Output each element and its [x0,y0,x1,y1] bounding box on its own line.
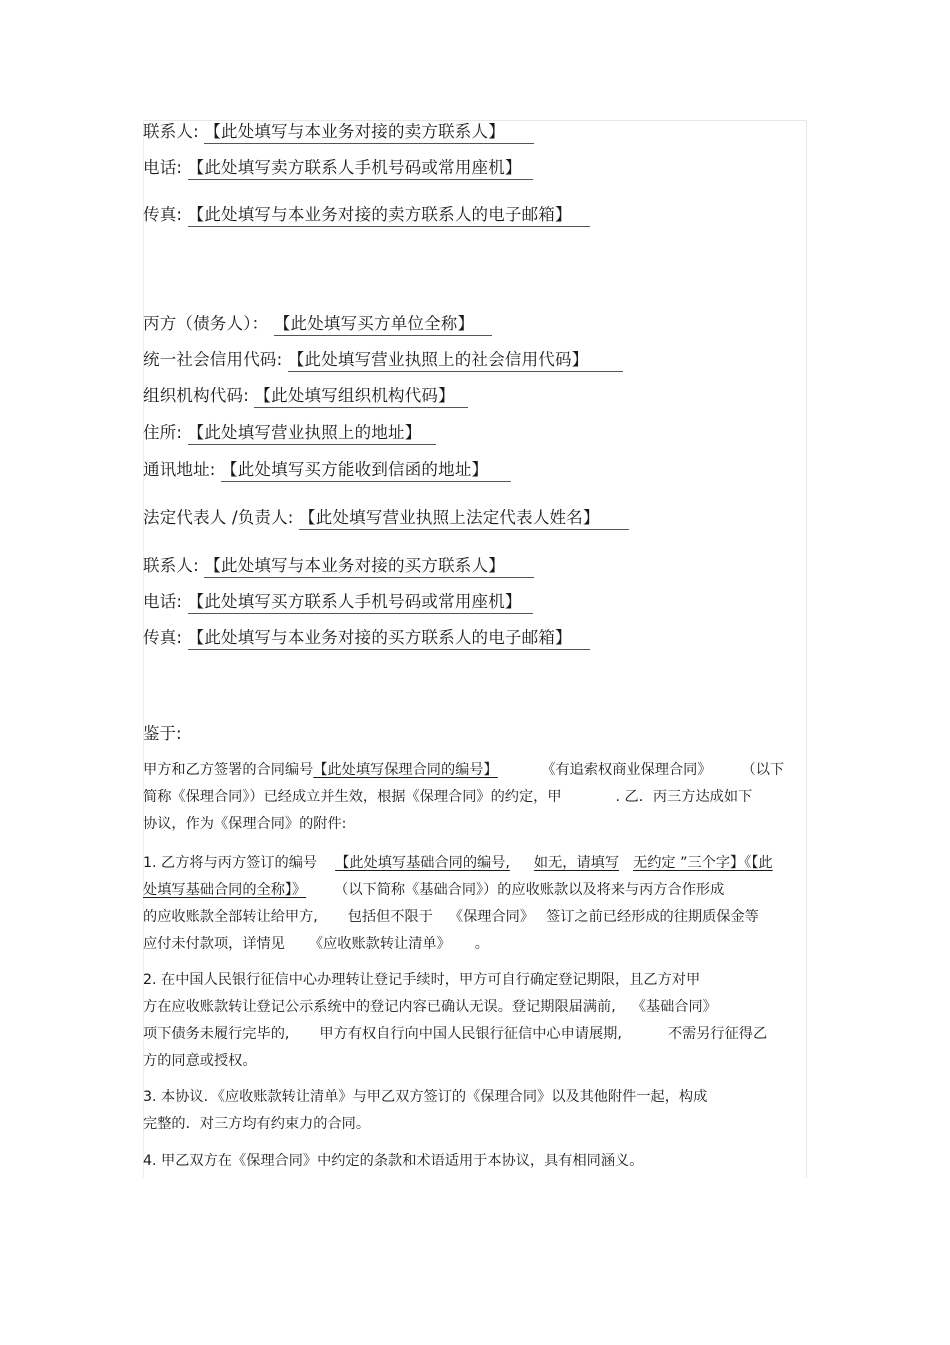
base-contract-number-fill[interactable]: 【此处填写基础合同的编号, [335,855,510,871]
item1-text: 1. 乙方将与丙方签订的编号 [143,855,318,871]
item1-line-4 [143,931,489,958]
item2-text: 《基础合同》 [631,999,717,1015]
buyer-mail-address-fill[interactable]: 【此处填写买方能收到信函的地址】 [221,460,511,482]
buyer-phone-field [143,592,533,614]
buyer-org-code-field [143,386,468,408]
item2-line-1: 2. 在中国人民银行征信中心办理转让登记手续时，甲方可自行确定登记期限，且乙方对甲 [143,972,701,988]
item2-line-2 [143,994,717,1021]
item2-text: 甲方有权自行向中国人民银行征信中心申请展期, [319,1026,622,1042]
buyer-credit-code-field [143,350,623,372]
buyer-phone-fill[interactable]: 【此处填写买方联系人手机号码或常用座机】 [188,592,533,614]
buyer-party-label: 丙方（债务人）： [143,314,269,333]
seller-phone-label: 电话: [143,158,183,177]
seller-fax-label: 传真: [143,205,183,224]
receivables-list-link: 《应收账款转让清单》 [308,936,451,952]
item2-text: 方在应收账款转让登记公示系统中的登记内容已确认无误。登记期限届满前, [143,999,616,1015]
buyer-mail-address-field [143,460,511,482]
item2-text: 项下债务未履行完毕的, [143,1026,290,1042]
item1-text: 包括但不限于 [347,909,433,925]
item1-instruction: 无约定 ”三个字】 [633,855,745,871]
item1-text: 。 [474,936,489,952]
item2-line-4: 方的同意或授权。 [143,1053,257,1069]
buyer-fax-fill[interactable]: 【此处填写与本业务对接的买方联系人的电子邮箱】 [188,628,590,650]
whereas-intro-line-3: 协议，作为《保理合同》的附件: [143,816,347,832]
intro-text: 简称《保理合同》）已经成立并生效，根据《保理合同》的约定，甲 [143,789,562,805]
base-contract-name-fill-cont[interactable]: 处填写基础合同的全称】》 [143,882,307,898]
base-contract-name-fill[interactable]: 《【此 [744,855,773,871]
item2-line-3 [143,1021,767,1048]
buyer-legal-rep-fill[interactable]: 【此处填写营业执照上法定代表人姓名】 [299,508,629,530]
buyer-party-fill[interactable]: 【此处填写买方单位全称】 [274,314,492,336]
buyer-address-field [143,423,436,445]
buyer-org-code-fill[interactable]: 【此处填写组织机构代码】 [254,386,468,408]
buyer-address-fill[interactable]: 【此处填写营业执照上的地址】 [188,423,436,445]
item1-text: 的应收账款全部转让给甲方, [143,909,318,925]
item3-line-1: 3. 本协议．《应收账款转让清单》与甲乙双方签订的《保理合同》以及其他附件一起，构成 [143,1089,708,1105]
whereas-intro-line-2 [143,784,752,811]
item1-text: 应付未付款项，详情见 [143,936,285,952]
buyer-fax-field [143,628,590,650]
item3-line-2: 完整的．对三方均有约束力的合同。 [143,1116,371,1132]
item1-text: 签订之前已经形成的往期质保金等 [546,909,759,925]
seller-phone-field [143,158,533,180]
item1-line-2 [143,877,724,904]
seller-contact-field [143,122,534,144]
seller-fax-fill[interactable]: 【此处填写与本业务对接的卖方联系人的电子邮箱】 [188,205,590,227]
intro-contract-title: 《有追索权商业保理合同》 [541,762,712,778]
buyer-contact-fill[interactable]: 【此处填写与本业务对接的买方联系人】 [204,556,534,578]
buyer-mail-address-label: 通讯地址: [143,460,216,479]
seller-contact-label: 联系人: [143,122,199,141]
buyer-party-field [143,314,492,336]
buyer-address-label: 住所: [143,423,183,442]
intro-text: 甲方和乙方签署的合同编号 [143,762,314,778]
whereas-heading: 鉴于: [143,724,182,743]
item2-text: 不需另行征得乙 [667,1026,768,1042]
item1-instruction: 如无，请填写 [533,855,620,871]
seller-contact-fill[interactable]: 【此处填写与本业务对接的卖方联系人】 [204,122,534,144]
buyer-phone-label: 电话: [143,592,183,611]
seller-fax-field [143,205,590,227]
buyer-credit-code-label: 统一社会信用代码: [143,350,283,369]
item4-line-1: 4. 甲乙双方在《保理合同》中约定的条款和术语适用于本协议，具有相同涵义。 [143,1153,644,1169]
buyer-legal-rep-field [143,508,629,530]
whereas-intro-line-1 [143,757,784,784]
item1-text: （以下简称《基础合同》）的应收账款以及将来与丙方合作形成 [334,882,725,898]
item1-line-1 [143,850,773,877]
buyer-contact-field [143,556,534,578]
buyer-fax-label: 传真: [143,628,183,647]
buyer-org-code-label: 组织机构代码: [143,386,249,405]
item1-text: 《保理合同》 [448,909,535,925]
factoring-contract-number-fill[interactable]: 【此处填写保理合同的编号】 [313,762,498,778]
intro-text: （以下 [741,762,785,778]
buyer-contact-label: 联系人: [143,556,199,575]
buyer-credit-code-fill[interactable]: 【此处填写营业执照上的社会信用代码】 [288,350,623,372]
seller-phone-fill[interactable]: 【此处填写卖方联系人手机号码或常用座机】 [188,158,533,180]
intro-text: . 乙．丙三方达成如下 [615,789,753,805]
item1-line-3 [143,904,759,931]
buyer-legal-rep-label: 法定代表人 /负责人: [143,508,294,527]
